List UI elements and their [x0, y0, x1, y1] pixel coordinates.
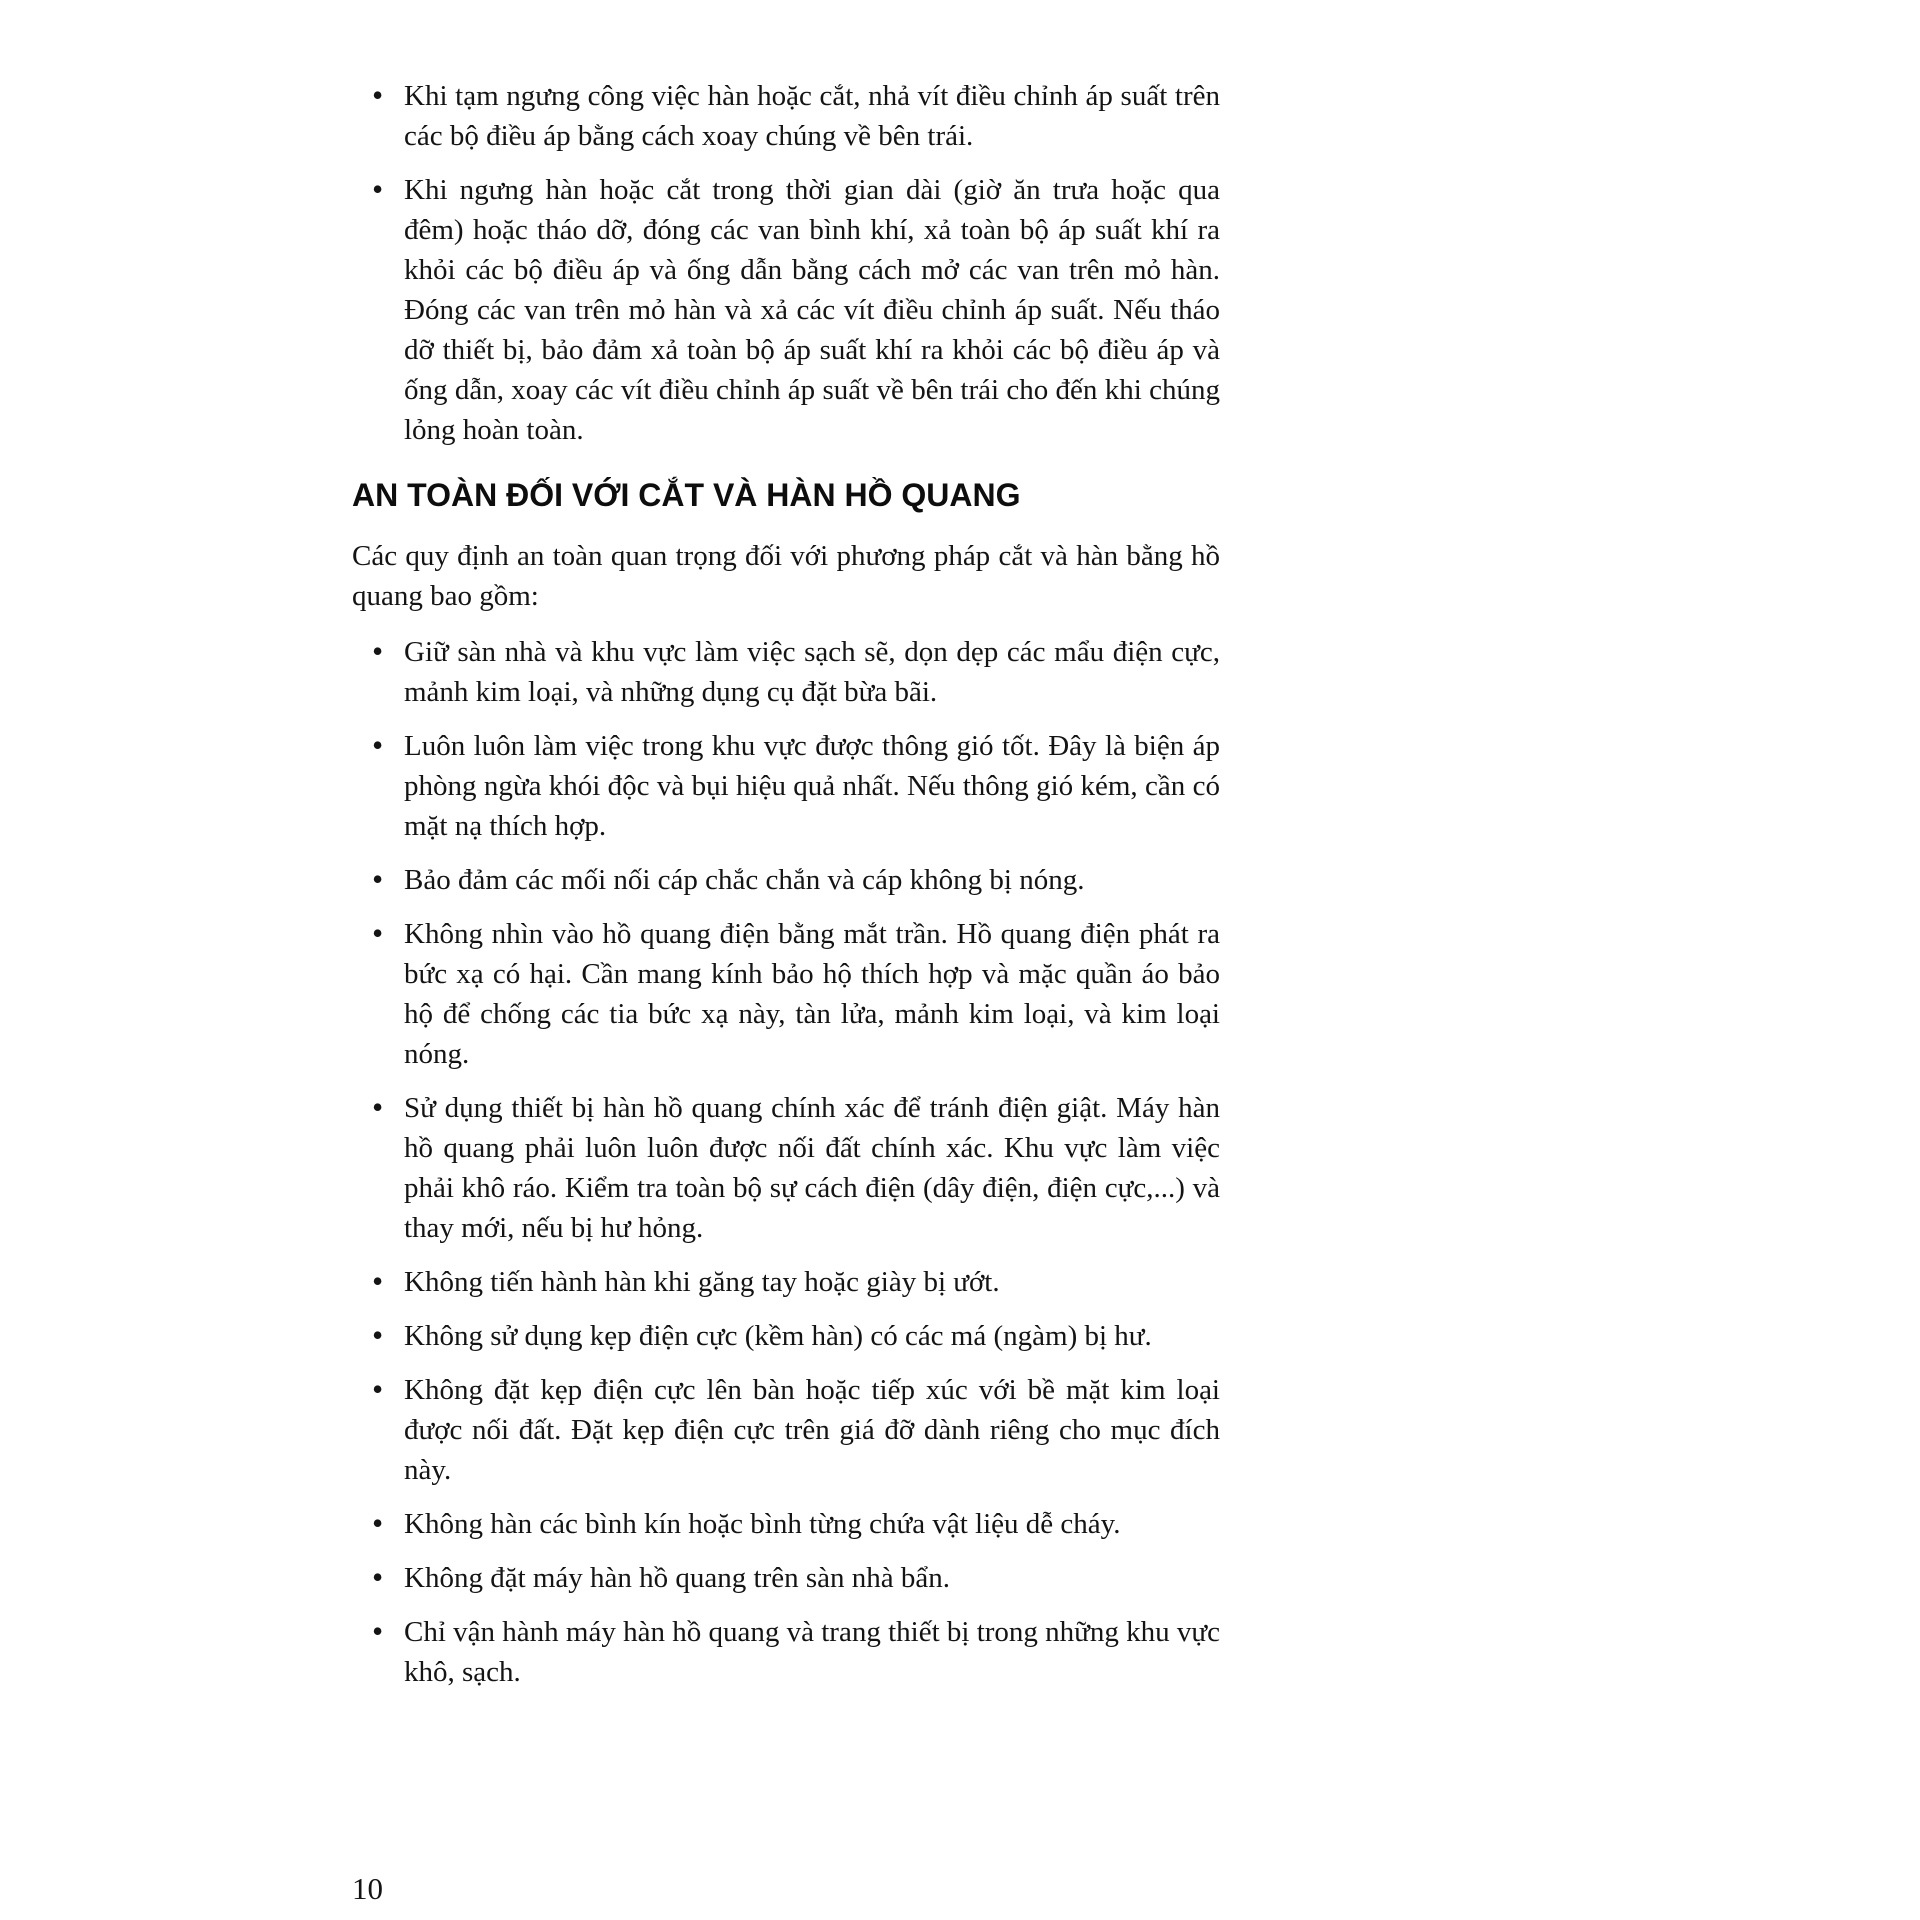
bullet-item: • Không tiến hành hàn khi găng tay hoặc giày bị ướt.	[352, 1262, 1220, 1302]
section-intro-paragraph: Các quy định an toàn quan trọng đối với phương pháp cắt và hàn bằng hồ quang bao gồm:	[352, 540, 1220, 612]
bullet-item: • Khi tạm ngưng công việc hàn hoặc cắt, nhả vít điều chỉnh áp suất trên các bộ điều áp bằng cách xoay chúng về bên trái.	[352, 76, 1220, 156]
bullet-item: • Giữ sàn nhà và khu vực làm việc sạch sẽ, dọn dẹp các mẩu điện cực, mảnh kim loại, và những dụng cụ đặt bừa bãi.	[352, 632, 1220, 712]
section-heading: AN TOÀN ĐỐI VỚI CẮT VÀ HÀN HỒ QUANG	[352, 477, 1021, 513]
bullet-item: • Không sử dụng kẹp điện cực (kềm hàn) có các má (ngàm) bị hư.	[352, 1316, 1220, 1356]
bullet-item: • Không nhìn vào hồ quang điện bằng mắt trần. Hồ quang điện phát ra bức xạ có hại. Cần mang kính bảo hộ thích hợp và mặc quần áo bảo hộ để chống các tia bức xạ này, tàn lửa, mảnh kim loại, và kim loại nóng.	[352, 914, 1220, 1074]
section-bullet-list	[352, 632, 1220, 1692]
page-number: 10	[352, 1871, 383, 1906]
bullet-item: • Khi ngưng hàn hoặc cắt trong thời gian dài (giờ ăn trưa hoặc qua đêm) hoặc tháo dỡ, đóng các van bình khí, xả toàn bộ áp suất khí ra khỏi các bộ điều áp và ống dẫn bằng cách mở các van trên mỏ hàn. Đóng các van trên mỏ hàn và xả các vít điều chỉnh áp suất. Nếu tháo dỡ thiết bị, bảo đảm xả toàn bộ áp suất khí ra khỏi các bộ điều áp và ống dẫn, xoay các vít điều chỉnh áp suất về bên trái cho đến khi chúng lỏng hoàn toàn.	[352, 170, 1220, 450]
page-content	[352, 76, 1220, 1706]
bullet-item: • Sử dụng thiết bị hàn hồ quang chính xác để tránh điện giật. Máy hàn hồ quang phải luôn luôn được nối đất chính xác. Khu vực làm việc phải khô ráo. Kiểm tra toàn bộ sự cách điện (dây điện, điện cực,...) và thay mới, nếu bị hư hỏng.	[352, 1088, 1220, 1248]
bullet-item: • Chỉ vận hành máy hàn hồ quang và trang thiết bị trong những khu vực khô, sạch.	[352, 1612, 1220, 1692]
bullet-item: • Không đặt máy hàn hồ quang trên sàn nhà bẩn.	[352, 1558, 1220, 1598]
bullet-item: • Luôn luôn làm việc trong khu vực được thông gió tốt. Đây là biện áp phòng ngừa khói độc và bụi hiệu quả nhất. Nếu thông gió kém, cần có mặt nạ thích hợp.	[352, 726, 1220, 846]
pre-section-bullet-list	[352, 76, 1220, 450]
bullet-item: • Bảo đảm các mối nối cáp chắc chắn và cáp không bị nóng.	[352, 860, 1220, 900]
bullet-item: • Không hàn các bình kín hoặc bình từng chứa vật liệu dễ cháy.	[352, 1504, 1220, 1544]
bullet-item: • Không đặt kẹp điện cực lên bàn hoặc tiếp xúc với bề mặt kim loại được nối đất. Đặt kẹp điện cực trên giá đỡ dành riêng cho mục đích này.	[352, 1370, 1220, 1490]
